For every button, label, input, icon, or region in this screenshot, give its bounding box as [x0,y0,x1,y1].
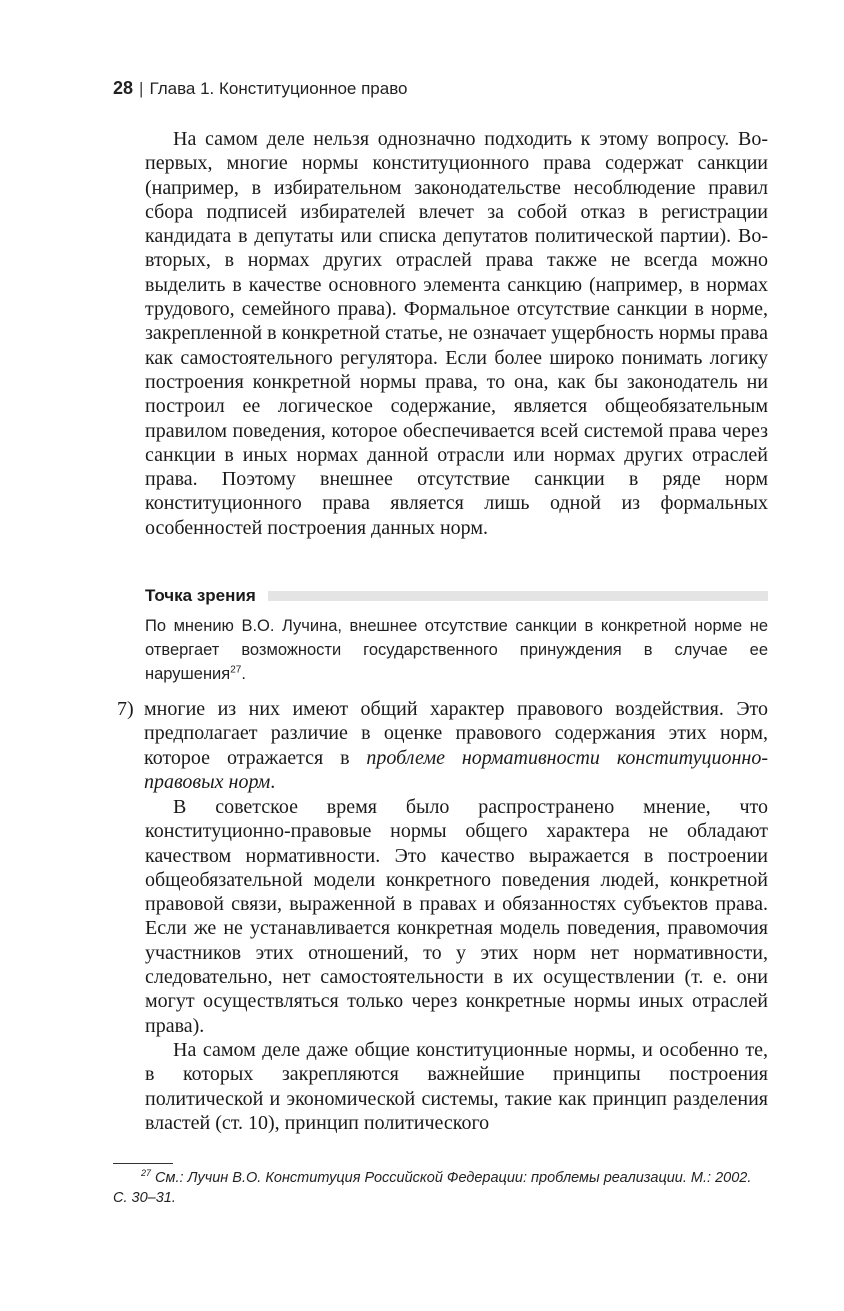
list-item-body [144,697,768,794]
footnote-ref[interactable]: 27 [230,664,242,676]
chapter-title: Глава 1. Конституционное право [149,79,408,98]
paragraph-sanctions: На самом деле нельзя однозначно подходить к этому вопросу. Во-первых, многие нормы конституционного права содержат санкции (например, в избирательном законодательстве несоблюдение правил сбора подписей избирателей влечет за собой отказ в регистрации кандидата в депутаты или списка депутатов политической партии). Во-вторых, в нормах других отраслей права также не всегда можно выделить в качестве основного элемента санкцию (например, в нормах трудового, семейного права). Формальное отсутствие санкции в норме, закрепленной в конкретной статье, не означает ущербность нормы права как самостоятельного регулятора. Если более широко понимать логику построения конкретной нормы права, то она, как бы законодатель ни построил ее логическое содержание, является общеобязательным правилом поведения, которое обеспечивается всей системой права через санкции в иных нормах данной отрасли или нормах других отраслей права. Поэтому внешнее отсутствие санкции в ряде норм конституционного права является лишь одной из формальных особенностей построения данных норм. [145,128,768,539]
list-item-text: многие из них имеют общий характер правового воздействия. Это предполагает различие в оценке правового содержания этих норм, которое отражается в [144,698,768,769]
list-item-end: . [270,770,276,793]
page-number: 28 [113,78,134,98]
emphasis-text: проблеме нормативности конституционно-правовых норм [144,746,768,793]
viewpoint-title: Точка зрения [145,586,256,605]
list-marker: 7) [117,698,134,720]
paragraph-general-norms: На самом деле даже общие конституционные нормы, и особенно те, в которых закрепляются важнейшие принципы построения политической и экономической системы, такие как принцип разделения властей (ст. 10), принцип политического [145,1039,768,1134]
footnote-text: См.: Лучин В.О. Конституция Российской Федерации: проблемы реализации. М.: 2002. С. 30–31. [113,1170,752,1206]
viewpoint-text [145,614,768,686]
footnote-number: 27 [141,1168,152,1179]
viewpoint-body: По мнению В.О. Лучина, внешнее отсутствие санкции в конкретной норме не отвергает возможности государственного принуждения в случае ее нарушения [145,617,768,683]
footnote [113,1168,768,1208]
viewpoint-divider [268,591,768,601]
viewpoint-end: . [241,665,246,683]
viewpoint-header [145,585,768,607]
header-separator: | [139,79,144,98]
running-header [113,78,408,99]
paragraph-soviet-view: В советское время было распространено мнение, что конституционно-правовые нормы общего характера не обладают качеством нормативности. Это качество выражается в построении общеобязательной модели конкретного поведения людей, конкретной правовой связи, выраженной в правах и обязанностях субъектов права. Если же не устанавливается конкретная модель поведения, правомочия участников этих отношений, то у этих норм нет нормативности, следовательно, нет самостоятельности в их осуществлении (т. е. они могут осуществляться только через конкретные нормы иных отраслей права). [145,796,768,1037]
footnote-rule [113,1163,173,1164]
list-item-7 [117,697,768,794]
